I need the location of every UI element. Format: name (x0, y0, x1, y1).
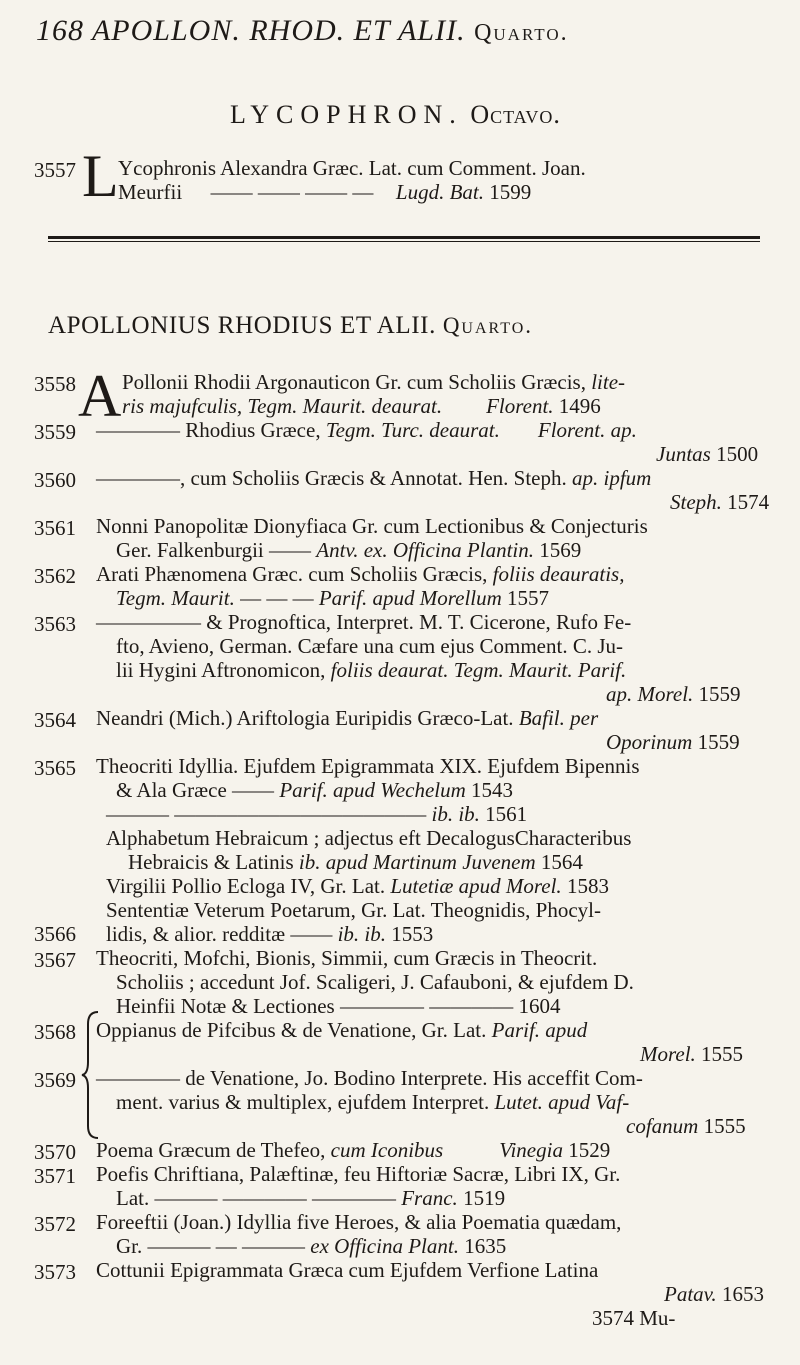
entry-text: Oporinum 1559 (606, 730, 740, 754)
entry-number: 3568 (34, 1020, 76, 1044)
entry-text: Lat. ——— ———— ———— Franc. 1519 (116, 1186, 506, 1210)
entry-number: 3573 (34, 1260, 76, 1284)
entry-number: 3570 (34, 1140, 76, 1164)
entry-text: ———— de Venatione, Jo. Bodino Interprete. His acceffit Com- (96, 1066, 643, 1090)
entry-text: Nonni Panopolitæ Dionyfiaca Gr. cum Lectionibus & Conjecturis (96, 514, 648, 538)
section-title: LYCOPHRON. (230, 100, 463, 129)
entry-text: ————, cum Scholiis Græcis & Annotat. Hen. Steph. ap. ipfum (96, 466, 652, 490)
entry-text: Neandri (Mich.) Ariftologia Euripidis Græco-Lat. Bafil. per (96, 706, 599, 730)
section-title: APOLLONIUS RHODIUS ET ALII. (48, 312, 436, 339)
running-title: APOLLON. RHOD. ET ALII. (91, 14, 466, 47)
entry-text: Theocriti, Mofchi, Bionis, Simmii, cum Græcis in Theocrit. (96, 946, 598, 970)
entry-number: 3569 (34, 1068, 76, 1092)
entry-text: ment. varius & multiplex, ejufdem Interpret. Lutet. apud Vaf- (116, 1090, 630, 1114)
entry-text: Gr. ——— — ——— ex Officina Plant. 1635 (116, 1234, 507, 1258)
entry-number: 3559 (34, 420, 76, 444)
entry-text: ap. Morel. 1559 (606, 682, 741, 706)
entry-text: Steph. 1574 (670, 490, 770, 514)
entry-text: Heinfii Notæ & Lectiones ———— ———— 1604 (116, 994, 561, 1018)
entry-number: 3560 (34, 468, 76, 492)
running-head (36, 14, 569, 48)
entry-text: Sententiæ Veterum Poetarum, Gr. Lat. Theognidis, Phocyl- (106, 898, 601, 922)
entry-number: 3563 (34, 612, 76, 636)
entry-text: Poefis Chriftiana, Palæftinæ, feu Hiftoriæ Sacræ, Libri IX, Gr. (96, 1162, 621, 1186)
entry-text: Patav. 1653 (664, 1282, 764, 1306)
entry-text: Oppianus de Pifcibus & de Venatione, Gr. Lat. Parif. apud (96, 1018, 588, 1042)
entry-text: Virgilii Pollio Ecloga IV, Gr. Lat. Lutetiæ apud Morel. 1583 (106, 874, 609, 898)
entry-text: lii Hygini Aftronomicon, foliis deaurat. Tegm. Maurit. Parif. (116, 658, 627, 682)
entry-text: Meurfii —— —— —— — Lugd. Bat. 1599 (118, 180, 532, 204)
entry-number: 3565 (34, 756, 76, 780)
entry-text: Cottunii Epigrammata Græca cum Ejufdem Verfione Latina (96, 1258, 599, 1282)
entry-number: 3566 (34, 922, 76, 946)
entry-number: 3562 (34, 564, 76, 588)
section-format: Quarto. (442, 313, 534, 338)
entry-text: cofanum 1555 (626, 1114, 746, 1138)
entry-text: Poema Græcum de Thefeo, cum Iconibus Vinegia 1529 (96, 1138, 611, 1162)
entry-text: lidis, & alior. redditæ —— ib. ib. 1553 (106, 922, 434, 946)
entry-text: Scholiis ; accedunt Jof. Scaligeri, J. Cafauboni, & ejufdem D. (116, 970, 634, 994)
entry-number: 3567 (34, 948, 76, 972)
drop-capital: A (78, 363, 122, 429)
entry-text: Juntas 1500 (656, 442, 759, 466)
entry-number: 3557 (34, 158, 76, 182)
entry-text: ——— ———————————— ib. ib. 1561 (106, 802, 528, 826)
section-divider (48, 241, 760, 242)
entry-text: Pollonii Rhodii Argonauticon Gr. cum Scholiis Græcis, lite- (122, 370, 626, 394)
entry-text: & Ala Græce —— Parif. apud Wechelum 1543 (116, 778, 514, 802)
imprint-place: Lugd. Bat. (395, 180, 484, 204)
entry-text: fto, Avieno, German. Cæfare una cum ejus Comment. C. Ju- (116, 634, 624, 658)
entry-number: 3571 (34, 1164, 76, 1188)
entry-text: Ycophronis Alexandra Græc. Lat. cum Comment. Joan. (118, 156, 586, 180)
running-format: Quarto. (474, 20, 569, 46)
section-divider (48, 236, 760, 239)
entry-number: 3558 (34, 372, 76, 396)
entry-text: ————— & Prognoftica, Interpret. M. T. Cicerone, Rufo Fe- (96, 610, 632, 634)
entry-text: Ger. Falkenburgii —— Antv. ex. Officina Plantin. 1569 (116, 538, 582, 562)
catchword: 3574 Mu- (592, 1306, 676, 1330)
entry-text: Tegm. Maurit. — — — Parif. apud Morellum 1557 (116, 586, 550, 610)
entry-text: Hebraicis & Latinis ib. apud Martinum Juvenem 1564 (128, 850, 583, 874)
entry-text: Theocriti Idyllia. Ejufdem Epigrammata XIX. Ejufdem Bipennis (96, 754, 640, 778)
section-heading-apollonius (48, 312, 533, 340)
imprint-year: 1599 (489, 180, 532, 204)
entry-text: ———— Rhodius Græce, Tegm. Turc. deaurat. Florent. ap. (96, 418, 637, 442)
entry-text: Morel. 1555 (640, 1042, 744, 1066)
entry-text: Foreeftii (Joan.) Idyllia five Heroes, & alia Poematia quædam, (96, 1210, 622, 1234)
entry-number: 3572 (34, 1212, 76, 1236)
entry-text: Alphabetum Hebraicum ; adjectus eft DecalogusCharacteribus (106, 826, 632, 850)
page-number: 168 (36, 14, 84, 47)
section-heading-lycophron (230, 100, 561, 130)
entry-text: ris majufculis, Tegm. Maurit. deaurat. Florent. 1496 (122, 394, 601, 418)
entry-number: 3561 (34, 516, 76, 540)
entry-text: Arati Phænomena Græc. cum Scholiis Græcis, foliis deauratis, (96, 562, 625, 586)
entry-number: 3564 (34, 708, 76, 732)
section-format: Octavo. (470, 100, 561, 129)
drop-capital: L (82, 143, 119, 209)
